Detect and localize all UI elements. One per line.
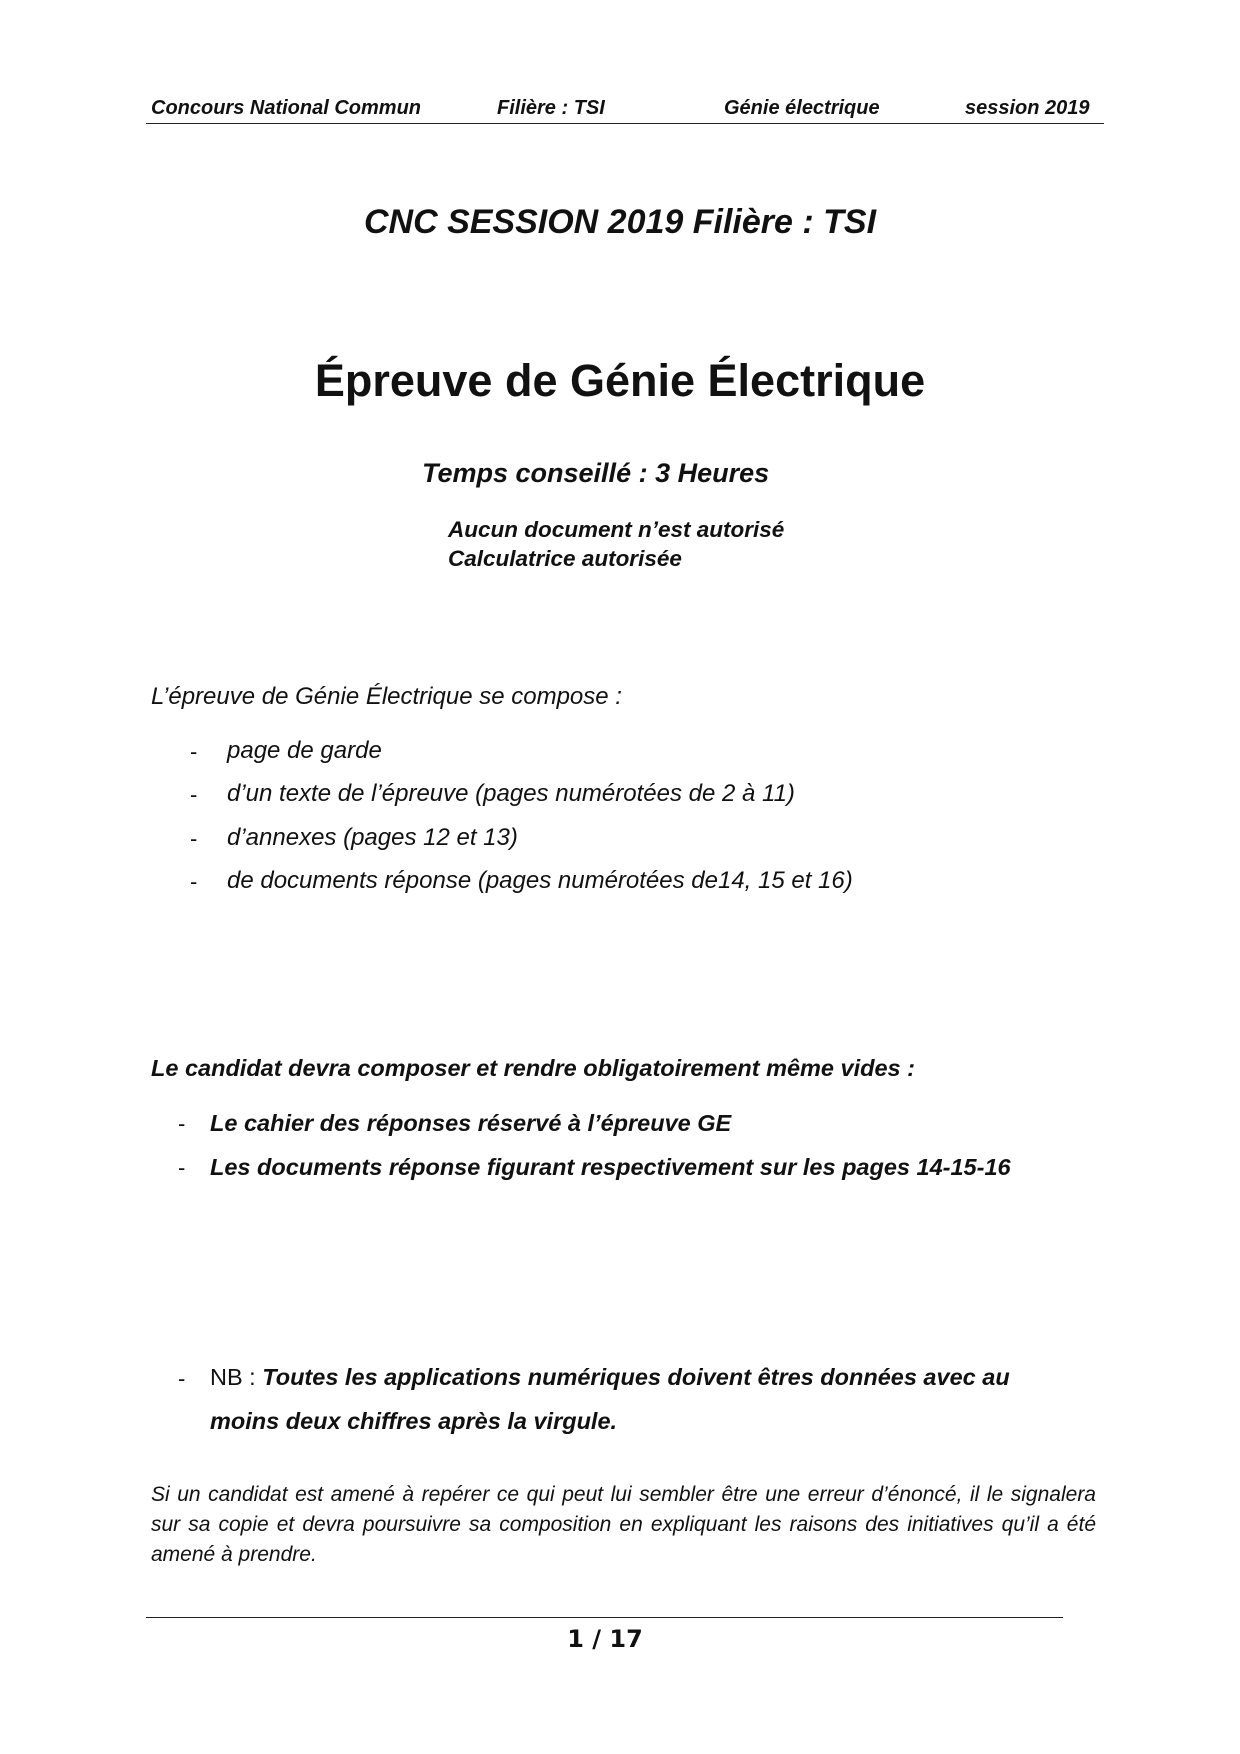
obligation-intro: Le candidat devra composer et rendre obligatoirement même vides : <box>151 1055 915 1081</box>
page-number: 1 / 17 <box>567 1625 643 1653</box>
note-calculator: Calculatrice autorisée <box>448 546 682 571</box>
page-title: Épreuve de Génie Électrique <box>314 355 926 406</box>
list-item: d’un texte de l’épreuve (pages numérotées de 2 à 11) <box>227 780 795 807</box>
list-item: d’annexes (pages 12 et 13) <box>227 824 518 851</box>
obligation-item: Les documents réponse figurant respectivement sur les pages 14-15-16 <box>210 1154 1011 1180</box>
list-bullet: - <box>178 1155 186 1180</box>
list-item: page de garde <box>227 737 382 764</box>
note-no-document: Aucun document n’est autorisé <box>448 517 785 542</box>
nb-line-1 <box>210 1364 1010 1391</box>
obligation-item: Le cahier des réponses réservé à l’épreuve GE <box>210 1110 732 1136</box>
header-rule <box>146 123 1104 124</box>
footer-rule <box>146 1617 1063 1618</box>
list-bullet: - <box>178 1366 186 1391</box>
header-session: session 2019 <box>965 97 1090 119</box>
header-subject: Génie électrique <box>724 97 880 119</box>
nb-label: NB : <box>210 1364 263 1390</box>
list-bullet: - <box>190 782 198 807</box>
header-filiere: Filière : TSI <box>497 97 605 119</box>
header-contest: Concours National Commun <box>151 97 422 119</box>
list-bullet: - <box>190 869 198 894</box>
list-item: de documents réponse (pages numérotées de14, 15 et 16) <box>227 867 853 894</box>
session-title: CNC SESSION 2019 Filière : TSI <box>363 203 877 241</box>
composition-intro: L’épreuve de Génie Électrique se compose : <box>151 683 622 710</box>
nb-line-2: moins deux chiffres après la virgule. <box>210 1408 618 1434</box>
list-bullet: - <box>190 826 198 851</box>
nb-text: Toutes les applications numériques doivent êtres données avec au <box>262 1364 1010 1390</box>
time-advised: Temps conseillé : 3 Heures <box>422 458 770 488</box>
list-bullet: - <box>190 739 198 764</box>
list-bullet: - <box>178 1111 186 1136</box>
error-note-paragraph: Si un candidat est amené à repérer ce qui peut lui sembler être une erreur d’énoncé, il le signalera sur sa copie et devra poursuivre sa composition en expliquant les raisons des initiatives qu’il a été amené à prendre. <box>151 1483 1096 1566</box>
